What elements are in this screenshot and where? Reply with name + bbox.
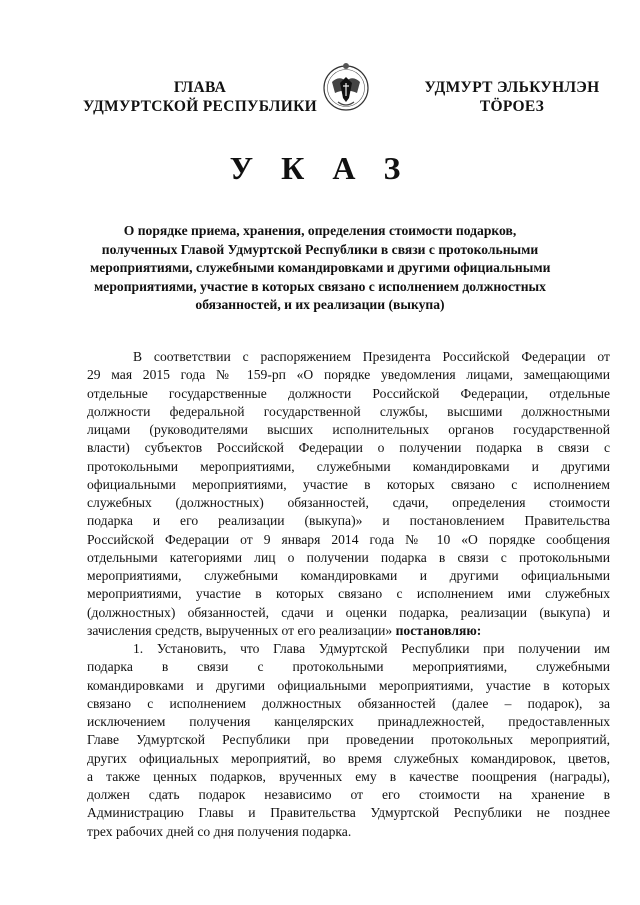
subject-line: О порядке приема, хранения, определения стоимости подарков, — [123, 223, 517, 238]
document-subject — [90, 222, 550, 315]
subject-line: мероприятиями, служебными командировками и другими официальными — [90, 260, 551, 275]
preamble-line: протокольными мероприятиями, служебными командировками и другими — [87, 458, 610, 474]
udmurt-coat-of-arms-icon — [322, 58, 370, 118]
preamble-line: лицами (руководителями высших исполнительных органов государственной — [87, 422, 610, 437]
item1-line: Главе Удмуртской Республики при проведении протокольных мероприятий, — [87, 732, 610, 748]
subject-line: мероприятиями, участие в которых связано с исполнением должностных — [94, 278, 546, 294]
header-right-title — [392, 78, 632, 116]
item1-line: исключением получения канцелярских принадлежностей, предоставленных — [87, 714, 610, 729]
item1-line: 1. Установить, что Глава Удмуртской Республики при получении им — [133, 641, 610, 656]
header-left-line: УДМУРТСКОЙ РЕСПУБЛИКИ — [82, 98, 317, 115]
subject-line: полученных Главой Удмуртской Республики в связи с протокольными — [101, 241, 539, 257]
item1-line: подарка в связи с протокольными мероприятиями, служебными — [87, 659, 610, 675]
preamble-line: отдельные государственные должности Российской Федерации, отдельные — [87, 385, 610, 401]
item1-line: связано с исполнением должностных обязанностей (далее – подарок), за — [87, 695, 610, 711]
preamble-line: Российской Федерации от 9 января 2014 года № 10 «О порядке сообщения — [87, 531, 610, 547]
preamble-line: 29 мая 2015 года № 159-рп «О порядке уведомления лицами, замещающими — [87, 367, 610, 383]
item1-line: а также ценных подарков, врученных ему в качестве поощрения (награды), — [87, 768, 610, 784]
preamble-line: служебных (должностных) обязанностей, сдачи, определения стоимости — [87, 495, 610, 510]
preamble-line: мероприятиями, служебными командировками и другими официальными — [87, 568, 610, 583]
decree-word: постановляю: — [395, 622, 482, 638]
item1-line: других официальных мероприятий, во время служебных командировок, цветов, — [87, 750, 610, 766]
preamble-line: отдельными категориями лиц о получении подарка в связи с протокольными — [87, 549, 610, 565]
subject-line: обязанностей, и их реализации (выкупа) — [195, 297, 445, 312]
preamble-line: власти) субъектов Российской Федерации о получении подарка в связи с — [87, 440, 610, 456]
preamble-last-text: зачисления средств, вырученных от его реализации» — [87, 622, 393, 638]
preamble-line: подарка и его реализации (выкупа)» и постановлением Правительства — [87, 513, 610, 529]
item1-line: трех рабочих дней со дня получения подарка. — [87, 823, 352, 839]
item1-line: должен сдать подарок независимо от его стоимости на хранение в — [87, 787, 610, 802]
header-left-line: ГЛАВА — [173, 79, 227, 96]
preamble-line: мероприятиями, участие в которых связано с исполнением ими служебных — [87, 586, 610, 602]
preamble-line: (должностных) обязанностей, сдачи и оценки подарка, реализации (выкупа) и — [87, 604, 610, 620]
preamble-last-line — [87, 622, 610, 640]
document-body — [87, 348, 610, 841]
header-left-title — [80, 78, 320, 116]
preamble-line: В соответствии с распоряжением Президента Российской Федерации от — [133, 349, 610, 364]
item1-line: командировками и другими официальными мероприятиями, участие в которых — [87, 677, 610, 693]
header-right-line: УДМУРТ ЭЛЬКУНЛЭН — [424, 79, 600, 96]
document-title: У К А З — [229, 150, 411, 186]
item1-line: Администрацию Главы и Правительства Удмуртской Республики не позднее — [87, 805, 610, 821]
preamble-line: официальными мероприятиями, участие в которых связано с исполнением — [87, 476, 610, 492]
header-right-line: ТӦРОЕЗ — [479, 98, 545, 115]
preamble-line: должности федеральной государственной службы, высшими должностными — [87, 403, 610, 419]
